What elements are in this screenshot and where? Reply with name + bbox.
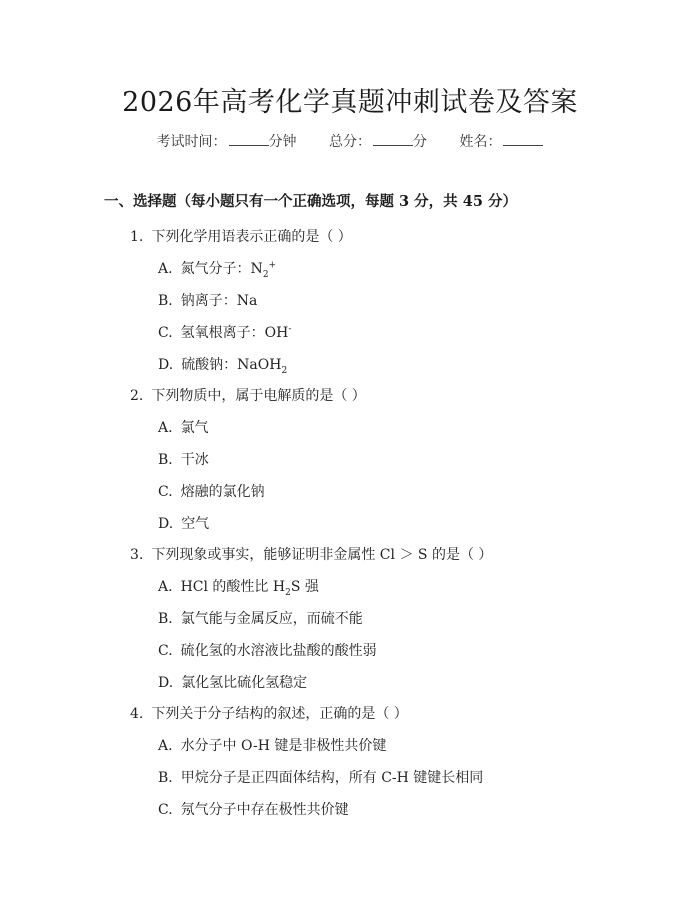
question-number: 1. — [130, 229, 144, 245]
option-label: D. — [158, 357, 174, 373]
option-text: 氯化氢比硫化氢稳定 — [181, 675, 308, 691]
q3-option-d[interactable] — [158, 672, 307, 692]
question-text: 下列关于分子结构的叙述，正确的是（ ） — [151, 706, 408, 722]
option-label: C. — [158, 643, 173, 659]
student-name-label: 姓名： — [459, 134, 502, 150]
option-superscript: + — [268, 260, 277, 271]
question-number: 4. — [130, 706, 144, 722]
option-text: 硫化氢的水溶液比盐酸的酸性弱 — [180, 643, 377, 659]
question-text: 下列化学用语表示正确的是（ ） — [151, 229, 352, 245]
option-text-before: HCl 的酸性比 H — [180, 579, 286, 595]
q4-option-a[interactable] — [158, 735, 386, 755]
question-number: 3. — [130, 547, 144, 563]
exam-time-label: 考试时间： — [156, 134, 227, 150]
exam-time-blank — [229, 133, 269, 146]
exam-info-line — [0, 131, 700, 151]
q1-option-d[interactable] — [158, 354, 287, 376]
option-label: A. — [158, 738, 173, 754]
option-label: B. — [158, 452, 173, 468]
q2-option-c[interactable] — [158, 481, 265, 501]
q3-option-a[interactable] — [158, 576, 319, 598]
option-text-after: S 强 — [290, 579, 319, 595]
total-score-label: 总分： — [329, 134, 371, 150]
exam-time-unit: 分钟 — [268, 134, 297, 150]
q3-option-b[interactable] — [158, 608, 363, 628]
option-label: D. — [158, 516, 174, 532]
option-text: 钠离子：Na — [180, 293, 258, 309]
option-text: 硫酸钠：NaOH — [181, 357, 282, 373]
option-text: 氢氧根离子：OH — [180, 325, 289, 341]
q1-option-c[interactable] — [158, 322, 291, 342]
q2-option-d[interactable] — [158, 513, 209, 533]
option-label: A. — [158, 261, 173, 277]
option-label: C. — [158, 484, 173, 500]
option-label: D. — [158, 675, 174, 691]
option-text: 水分子中 O-H 键是非极性共价键 — [180, 738, 387, 754]
q2-option-b[interactable] — [158, 449, 209, 469]
option-text: 甲烷分子是正四面体结构，所有 C-H 键键长相同 — [180, 770, 484, 786]
option-text: 氯气能与金属反应，而硫不能 — [180, 611, 363, 627]
exam-time-field — [157, 134, 301, 150]
option-text: 熔融的氯化钠 — [180, 484, 265, 500]
option-label: C. — [158, 325, 173, 341]
option-text: 氖气分子中存在极性共价键 — [180, 802, 349, 818]
option-text: 空气 — [181, 516, 210, 532]
option-label: B. — [158, 293, 173, 309]
option-label: B. — [158, 770, 173, 786]
q2-option-a[interactable] — [158, 417, 209, 437]
option-superscript: - — [288, 324, 292, 335]
exam-title: 2026年高考化学真题冲刺试卷及答案 — [122, 87, 578, 118]
q4-option-c[interactable] — [158, 799, 349, 819]
total-score-unit: 分 — [413, 134, 427, 150]
option-label: C. — [158, 802, 173, 818]
question-3 — [130, 544, 492, 564]
q1-option-b[interactable] — [158, 290, 257, 310]
option-text: 氯气 — [180, 420, 209, 436]
section-heading-multiple-choice: 一、选择题（每小题只有一个正确选项，每题 3 分，共 45 分） — [104, 193, 517, 210]
option-subscript: 2 — [281, 365, 288, 376]
option-subscript: 2 — [262, 269, 269, 280]
student-name-field — [459, 134, 543, 150]
total-score-blank — [373, 133, 413, 146]
question-text: 下列物质中，属于电解质的是（ ） — [151, 388, 366, 404]
option-subscript: 2 — [285, 587, 291, 598]
student-name-blank — [503, 133, 543, 146]
q4-option-b[interactable] — [158, 767, 483, 787]
q1-option-a[interactable] — [158, 258, 276, 280]
option-text: 干冰 — [180, 452, 209, 468]
question-1 — [130, 226, 352, 246]
option-label: B. — [158, 611, 173, 627]
option-text: 氮气分子：N — [180, 261, 263, 277]
total-score-field — [329, 134, 431, 150]
option-label: A. — [158, 579, 173, 595]
question-text: 下列现象或事实，能够证明非金属性 Cl ＞ S 的是（ ） — [151, 547, 493, 563]
question-2 — [130, 385, 366, 405]
option-label: A. — [158, 420, 173, 436]
q3-option-c[interactable] — [158, 640, 377, 660]
question-4 — [130, 703, 408, 723]
question-number: 2. — [130, 388, 144, 404]
